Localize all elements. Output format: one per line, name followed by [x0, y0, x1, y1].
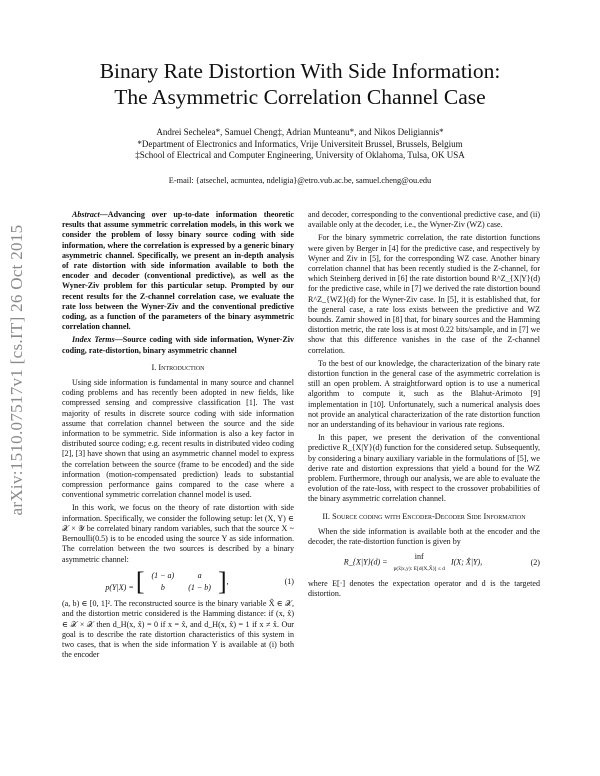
left-column: [62, 210, 294, 663]
correlation-matrix: [ (1 − a) a b (1 − b) ] ,: [135, 566, 229, 596]
index-terms: [62, 335, 294, 355]
intro-paragraph-1: Using side information is fundamental in many source and channel coding problems and has recently been adopted in new fields, like compressed sensing and compressive classification [1]. The vast majority of results in discrete source coding with side information assume that correlation channel between the source and the side information to be symmetric. Side information is also a key factor in distributed source coding; e.g. recent results in distributed video coding [2], [3] have shown that using an asymmetric channel model to express the correlation between the source (frame to be encoded) and the side information (motion-compensated prediction) leads to substantial compression performance gains compared to the case where a conventional symmetric correlation channel model is used.: [62, 378, 294, 500]
equation-1: [62, 566, 294, 596]
section-heading-2: II. Source coding with Encoder-Decoder Side Information: [322, 511, 526, 521]
email-line: E-mail: {atsechel, acmuntea, ndeligia}@etro.vub.ac.be, samuel.cheng@ou.edu: [168, 176, 432, 185]
equation-2-subscript: p(x̂|x,y): E[d(X,X̂)] ≤ d: [393, 565, 445, 572]
matrix-cell: a: [197, 570, 202, 580]
paper-title: [0, 58, 600, 110]
col2-paragraph-2: For the binary symmetric correlation, the rate distortion functions were given by Berger in [4] for the predictive case, and respectively by Wyner and Ziv in [5], for the corresponding WZ case. Another binary correlation channel that has been recently studied is the Z-channel, for which Steinberg derived in [6] the rate distortion bound R^Z_{X|Y}(d) for the predictive case, while in [7] we derived the rate distortion bound R^Z_{WZ}(d) for the Wyner-Ziv case. In [5], it is established that, for the general case, a rate loss exists between the predictive and WZ bounds. Zamir showed in [8] that, for binary sources and the Hamming distortion metric, the rate loss is at most 0.22 bits/sample, and in [7] we show that this difference vanishes in the case of the Z-channel correlation.: [308, 233, 540, 355]
col2-paragraph-4: In this paper, we present the derivation of the conventional predictive R_{X|Y}(d) function for the considered setup. Subsequently, by considering a binary auxiliary variable in the formulations of [5], we derive rate and distortion expressions that yield a bound for the WZ problem. Furthermore, through our analysis, we are able to evaluate the evolution of the rate-loss, with respect to the crossover probabilities of the binary asymmetric correlation channel.: [308, 433, 540, 504]
abstract-label: Abstract—: [72, 210, 108, 219]
intro-paragraph-2: In this work, we focus on the theory of rate distortion with side information. Specifically, we consider the following setup: let (X, Y) ∈ 𝒳 × 𝒴 be correlated binary random variables, such that the source X ~ Bernoulli(0.5) is to be encoded using the source Y as side information. The correlation between the two sources is described by a binary asymmetric channel:: [62, 503, 294, 564]
equation-1-number: (1): [284, 576, 294, 586]
col2-paragraph-5: When the side information is available both at the encoder and the decoder, the rate-distortion function is given by: [308, 526, 540, 547]
equation-2-lhs: R_{X|Y}(d) =: [343, 557, 388, 567]
arxiv-stamp-text: arXiv:1510.07517v1 [cs.IT] 26 Oct 2015: [7, 224, 26, 516]
right-column: [308, 210, 540, 602]
intro-paragraph-3: (a, b) ∈ [0, 1]². The reconstructed source is the binary variable X̂ ∈ 𝒳, and the distortion metric considered is the Hamming distance: if (x, x̂) ∈ 𝒳 × 𝒳 then d_H(x, x̂) = 0 if x = x̂, and d_H(x, x̂) = 1 if x ≠ x̂. Our goal is to describe the rate distortion characteristics of this system in two cases, that is when the side information Y is available at (i) both the encoder: [62, 599, 294, 660]
equation-1-lhs: p(Y|X) =: [105, 582, 134, 592]
author-list: Andrei Sechelea*, Samuel Cheng‡, Adrian Munteanu*, and Nikos Deligiannis*: [156, 127, 444, 137]
affiliation-2: ‡School of Electrical and Computer Engineering, University of Oklahoma, Tulsa, OK USA: [135, 150, 465, 160]
equation-2-rhs: I(X; X̂|Y),: [450, 557, 483, 567]
equation-2-inf: inf: [414, 552, 424, 562]
title-line-1: Binary Rate Distortion With Side Information:: [99, 59, 501, 83]
section-heading-introduction: I. Introduction: [151, 362, 205, 372]
title-line-2: The Asymmetric Correlation Channel Case: [114, 85, 486, 109]
arxiv-stamp: [6, 210, 28, 530]
equation-2: [308, 552, 540, 573]
col2-paragraph-3: To the best of our knowledge, the characterization of the binary rate distortion function in the general case of the asymmetric correlation is still an open problem. A straightforward option is to use a numerical algorithm to compute it, such as the Blahut-Arimoto [9] implementation in [10]. Unfortunately, such a numerical analysis does not provide an analytical characterization of the rate distortion function nor an understanding of its behaviour in various rate regions.: [308, 358, 540, 430]
index-terms-label: Index Terms: [72, 335, 115, 345]
equation-2-number: (2): [530, 557, 540, 567]
affiliation-1: *Department of Electronics and Informatics, Vrije Universiteit Brussel, Brussels, Belgium: [137, 138, 463, 149]
matrix-cell: (1 − a): [151, 570, 175, 580]
abstract: [62, 210, 294, 332]
col2-paragraph-6: where E[·] denotes the expectation operator and d is the targeted distortion.: [308, 578, 540, 598]
index-terms-text: —Source coding with side information, Wyner-Ziv coding, rate-distortion, binary asymmetric channel: [62, 335, 294, 355]
matrix-cell: b: [160, 582, 165, 592]
author-block: [0, 127, 600, 162]
col2-paragraph-1: and decoder, corresponding to the conventional predictive case, and (ii) available only at the decoder, i.e., the Wyner-Ziv (WZ) case.: [308, 210, 540, 230]
abstract-text: Advancing over up-to-date information theoretic results that assume symmetric correlation models, in this work we consider the problem of lossy binary source coding with side information, where the correlation is expressed by a generic binary asymmetric channel. Specifically, we present an in-depth analysis of rate distortion with side information available to both the encoder and decoder (conventional predictive), as well as the Wyner-Ziv problem for this particular setup. Prompted by our recent results for the Z-channel correlation case, we evaluate the rate loss between the Wyner-Ziv and the conventional predictive coding, as a function of the parameters of the binary asymmetric correlation channel.: [62, 210, 294, 332]
matrix-cell: (1 − b): [188, 582, 211, 592]
